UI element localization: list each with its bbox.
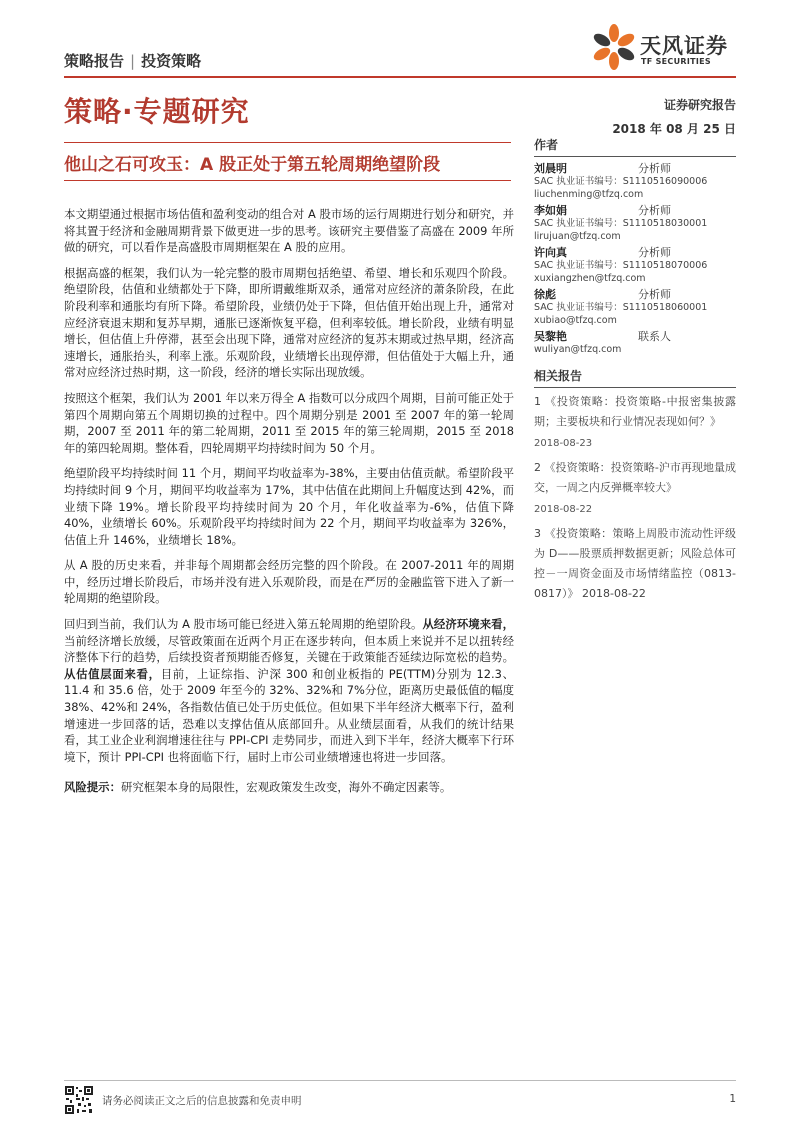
author-entry	[534, 287, 736, 327]
qr-code-icon	[64, 1085, 94, 1115]
body-paragraph-1: 本文期望通过根据市场估值和盈利变动的组合对 A 股市场的运行周期进行划分和研究，并将其置于经济和金融周期背景下做更进一步的思考。该研究主要借鉴了高盛在 2009 年所做的研究，可以看作是高盛股市周期框架在 A 股的应用。	[64, 207, 514, 255]
author-name: 许向真	[534, 246, 567, 259]
header-breadcrumb	[64, 50, 201, 71]
report-body	[64, 206, 514, 805]
header-category: 策略报告	[64, 52, 125, 70]
footer-rule	[64, 1080, 736, 1081]
author-email[interactable]: wuliyan@tfzq.com	[534, 344, 622, 355]
author-entry	[534, 329, 736, 357]
risk-warning	[64, 779, 514, 796]
author-role: 分析师	[638, 204, 671, 217]
p6-economy-text: 当前经济增长放缓，尽管政策面在近两个月正在逐步转向，但本质上来说并不足以扭转经济整体下行的趋势，后续投资者预期能否修复，关键在于政策能否延续边际宽松的趋势。	[64, 633, 514, 665]
page-number: 1	[729, 1093, 736, 1105]
author-email[interactable]: xubiao@tfzq.com	[534, 314, 617, 326]
authors-heading: 作者	[534, 136, 736, 157]
author-sac: SAC 执业证书编号：S1110516090006	[534, 176, 708, 187]
p6-lead: 回归到当前，我们认为 A 股市场可能已经进入第五轮周期的绝望阶段。	[64, 617, 423, 632]
related-report-text: 3 《投资策略：策略上周股市流动性评级为 D——股票质押数据更新；风险总体可控－一周资金面及市场情绪监控（0813-0817）》	[534, 526, 736, 600]
related-report-date: 2018-08-22	[534, 503, 593, 515]
author-role: 分析师	[638, 162, 671, 175]
author-email[interactable]: xuxiangzhen@tfzq.com	[534, 272, 646, 284]
p6-bold-valuation: 从估值层面来看，	[64, 666, 161, 681]
body-paragraph-2: 根据高盛的框架，我们认为一轮完整的股市周期包括绝望、希望、增长和乐观四个阶段。绝望阶段，估值和业绩都处于下降，即所谓戴维斯双杀，通常对应经济的萧条阶段，在此阶段利率和通胀均有所下降。希望阶段，业绩仍处于下降，但估值开始出现上升，通常对应经济衰退末期和复苏早期，通胀已逐渐恢复平稳，但利率较低。增长阶段，业绩有明显增长，但估值上升停滞，甚至会出现下降，通常对应经济的复苏末期或过热早期，经济高速增长，通胀抬头，利率上涨。乐观阶段，业绩增长出现停滞，但估值处于大幅上升，通常对应经济过热时期，这一阶段，经济的增长实际出现放缓。	[64, 265, 514, 380]
logo-text-cn: 天风证券	[640, 34, 728, 58]
footer-disclaimer: 请务必阅读正文之后的信息披露和免责申明	[102, 1095, 302, 1107]
author-email[interactable]: lirujuan@tfzq.com	[534, 230, 621, 242]
p6-valuation-text: 目前，上证综指、沪深 300 和创业板指的 PE(TTM)分别为 12.3、11.4 和 35.6 倍，处于 2009 年至今的 32%、32%和 7%分位，距离历史最低值的幅度 38%、42%和 24%，各指数估值已处于历史低位。但如果下半年经济大概率下行，盈利增速进一步回落的话，恐难以支撑估值从底部回升。从业绩层面看，从我们的统计结果看，其工业企业利润增速往往与 PPI-CPI 走势同步，而进入到下半年，经济大概率下行环境下，预计 PPI-CPI 也将面临下行，届时上市公司业绩增速也将进一步回落。	[64, 666, 514, 764]
subtitle-rule-top	[64, 142, 511, 143]
author-role: 分析师	[638, 246, 671, 259]
page-title: 策略·专题研究	[64, 95, 250, 128]
body-paragraph-3: 按照这个框架，我们认为 2001 年以来万得全 A 指数可以分成四个周期，目前可能正处于第四个周期向第五个周期切换的过程中。四个周期分别是 2001 至 2007 年的第一轮周期，2007 至 2011 年的第二轮周期，2011 至 2015 年的第三轮周期，2015 至 2018 年的第四轮周期。整体看，四轮周期平均持续时间为 50 个月。	[64, 390, 514, 455]
author-role: 联系人	[638, 330, 671, 343]
author-email[interactable]: liuchenming@tfzq.com	[534, 188, 644, 200]
author-role: 分析师	[638, 288, 671, 301]
header-subcategory: 投资策略	[141, 52, 202, 70]
header-rule	[64, 76, 736, 78]
author-sac: SAC 执业证书编号：S1110518030001	[534, 218, 708, 229]
related-report-link[interactable]	[534, 524, 736, 604]
body-paragraph-6	[64, 616, 514, 765]
author-entry	[534, 161, 736, 201]
related-report-date: 2018-08-22	[582, 586, 646, 600]
related-report-link[interactable]: 2 《投资策略：投资策略-沪市再现地量成交，一周之内反弹概率较大》	[534, 460, 736, 494]
header-separator: |	[130, 52, 136, 70]
author-name: 吴黎艳	[534, 330, 567, 343]
author-name: 刘晨明	[534, 162, 567, 175]
report-date: 2018 年 08 月 25 日	[612, 122, 736, 136]
report-subtitle: 他山之石可攻玉：A 股正处于第五轮周期绝望阶段	[64, 155, 441, 175]
related-reports	[534, 367, 736, 604]
author-name: 徐彪	[534, 288, 556, 301]
related-heading: 相关报告	[534, 367, 736, 388]
related-report-date: 2018-08-23	[534, 437, 593, 449]
report-type: 证券研究报告	[663, 98, 736, 112]
author-entry	[534, 245, 736, 285]
p6-bold-economy: 从经济环境来看，	[422, 617, 514, 632]
logo-text-en: TF SECURITIES	[641, 57, 711, 66]
sidebar	[534, 136, 736, 606]
author-name: 李如娟	[534, 204, 567, 217]
author-sac: SAC 执业证书编号：S1110518070006	[534, 260, 708, 271]
risk-label: 风险提示：	[64, 780, 121, 795]
subtitle-rule-bottom	[64, 180, 511, 181]
body-paragraph-5: 从 A 股的历史来看，并非每个周期都会经历完整的四个阶段。在 2007-2011 年的周期中，经历过增长阶段后，市场并没有进入乐观阶段，而是在严厉的金融监管下进入了新一轮周期的绝望阶段。	[64, 558, 514, 606]
author-entry	[534, 203, 736, 243]
body-paragraph-4: 绝望阶段平均持续时间 11 个月，期间平均收益率为-38%，主要由估值贡献。希望阶段平均持续时间 9 个月，期间平均收益率为 17%，其中估值在此期间上升幅度达到 42%，而业绩下降 19%。增长阶段平均持续时间为 20 个月，年化收益率为-6%，估值下降 40%，业绩增长 60%。乐观阶段平均持续时间为 22 个月，期间平均收益率为 326%，估值上升 146%，业绩增长 18%。	[64, 466, 514, 547]
author-sac: SAC 执业证书编号：S1110518060001	[534, 302, 708, 313]
risk-text: 研究框架本身的局限性，宏观政策发生改变，海外不确定因素等。	[120, 780, 452, 795]
related-report-link[interactable]: 1 《投资策略：投资策略-中报密集披露期；主要板块和行业情况表现如何？》	[534, 394, 736, 428]
